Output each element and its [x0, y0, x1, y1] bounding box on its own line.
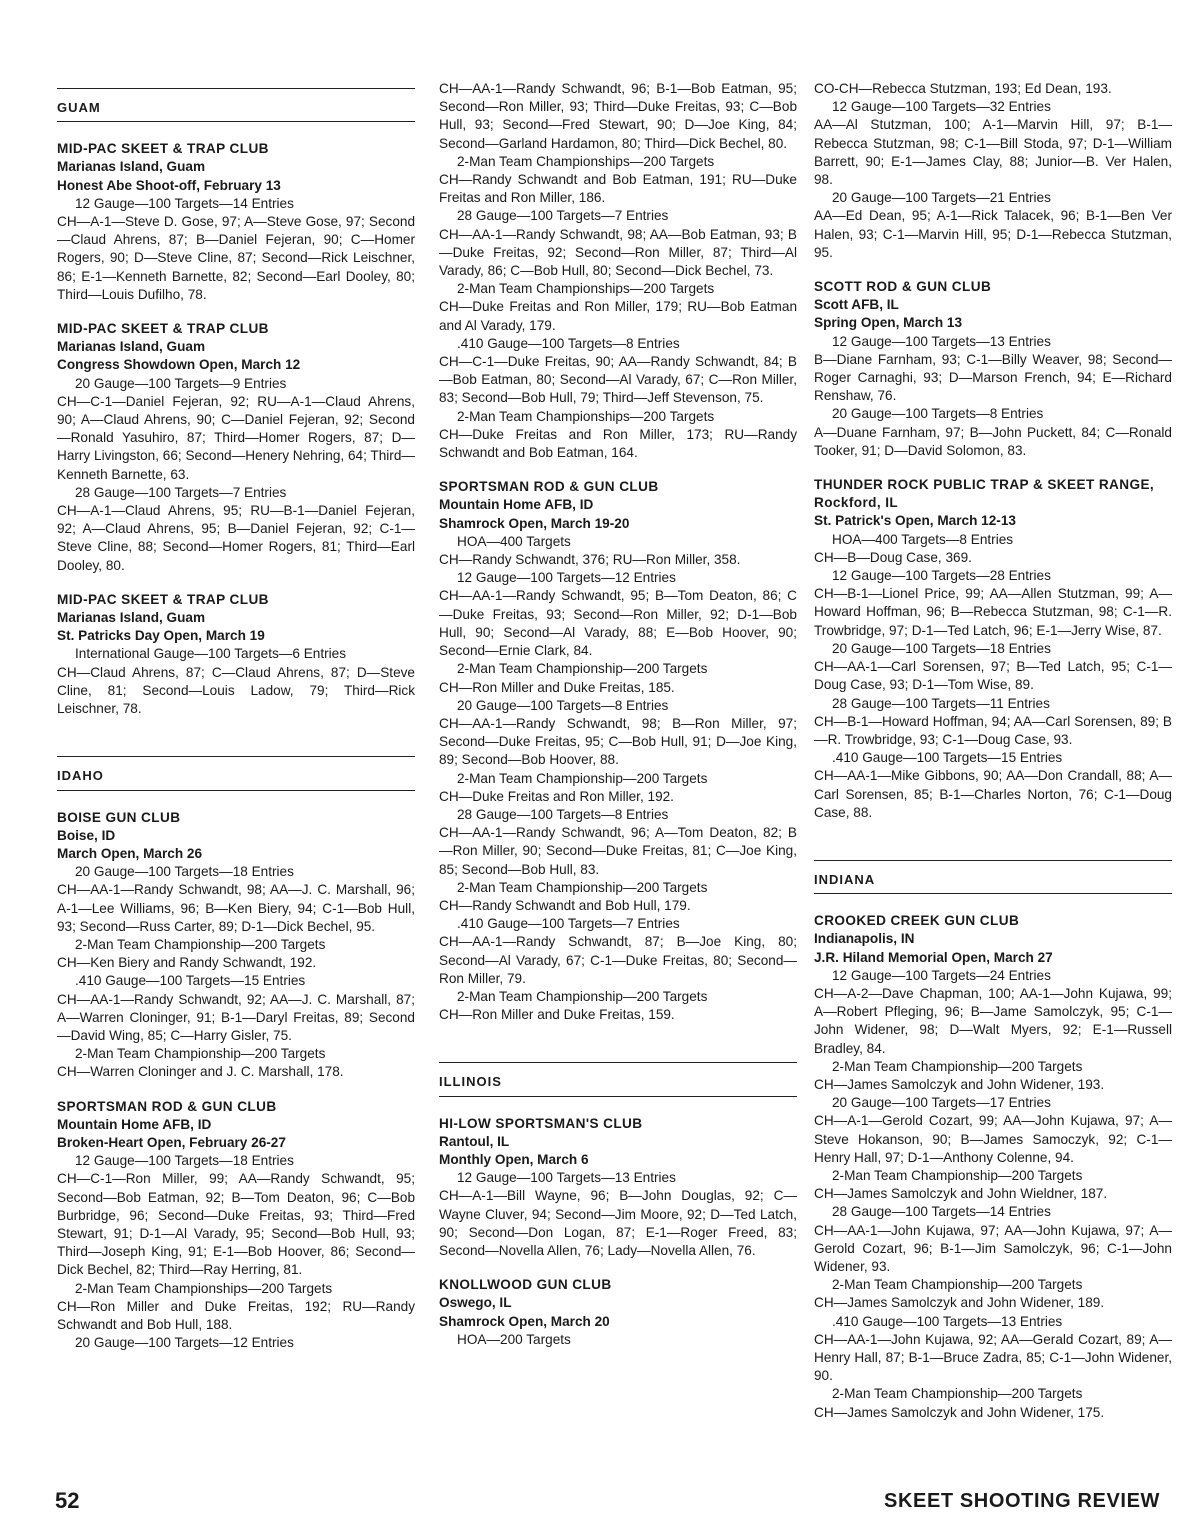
- event-heading: International Gauge—100 Targets—6 Entries: [75, 646, 347, 662]
- spacer: [57, 1082, 415, 1098]
- event-heading: 2-Man Team Championships—200 Targets: [457, 281, 715, 297]
- result-text: CH—James Samolczyk and John Wieldner, 187.: [814, 1186, 1108, 1202]
- event-title: Congress Showdown Open, March 12: [57, 357, 301, 373]
- result-text: CH—Claud Ahrens, 87; C—Claud Ahrens, 87; D—Steve Cline, 81; Second—Louis Ladow, 79; Third—Rick Leischner, 78.: [57, 664, 415, 717]
- event-title: St. Patrick's Open, March 12-13: [814, 513, 1016, 529]
- club-header: [57, 809, 415, 864]
- event-title: Broken-Heart Open, February 26-27: [57, 1134, 286, 1150]
- club-location: Scott AFB, IL: [814, 297, 899, 313]
- result-text: CH—Ken Biery and Randy Schwandt, 192.: [57, 955, 317, 971]
- result-text: B—Diane Farnham, 93; C-1—Billy Weaver, 98; Second—Roger Carnaghi, 93; D—Marson French, 94; E—Richard Renshaw, 76.: [814, 351, 1172, 404]
- result-text: CH—AA-1—John Kujawa, 92; AA—Gerald Cozart, 89; A—Henry Hall, 87; B-1—Bruce Zadra, 85; C-1—John Widener, 90.: [814, 1331, 1172, 1384]
- event-heading: 2-Man Team Championship—200 Targets: [457, 661, 708, 677]
- event-heading: HOA—400 Targets: [457, 533, 571, 549]
- result-text: A—Duane Farnham, 97; B—John Puckett, 84; C—Ronald Tooker, 91; D—David Solomon, 83.: [814, 424, 1172, 458]
- magazine-title: SKEET SHOOTING REVIEW: [884, 1490, 1160, 1512]
- event-heading: 2-Man Team Championships—200 Targets: [457, 408, 715, 424]
- state-heading: ILLINOIS: [439, 1062, 797, 1096]
- club-name: MID-PAC SKEET & TRAP CLUB: [57, 321, 269, 337]
- result-text: CH—Randy Schwandt, 376; RU—Ron Miller, 358.: [439, 552, 741, 568]
- spacer: [439, 1024, 797, 1054]
- club-name: MID-PAC SKEET & TRAP CLUB: [57, 591, 269, 607]
- event-heading: .410 Gauge—100 Targets—8 Entries: [457, 335, 680, 351]
- result-text: CH—James Samolczyk and John Widener, 175.: [814, 1404, 1105, 1420]
- event-heading: 12 Gauge—100 Targets—14 Entries: [75, 195, 294, 211]
- event-title: Spring Open, March 13: [814, 315, 963, 331]
- club-name: MID-PAC SKEET & TRAP CLUB: [57, 141, 269, 157]
- event-heading: 12 Gauge—100 Targets—13 Entries: [832, 333, 1051, 349]
- event-heading: .410 Gauge—100 Targets—15 Entries: [832, 750, 1063, 766]
- event-title: J.R. Hiland Memorial Open, March 27: [814, 949, 1053, 965]
- event-heading: 12 Gauge—100 Targets—13 Entries: [457, 1170, 676, 1186]
- result-text: CH—AA-1—Randy Schwandt, 98; AA—J. C. Marshall, 96; A-1—Lee Williams, 96; B—Ken Biery, 94; C-1—Bob Hull, 93; Second—Russ Carter, 89; D-1—Dick Bechel, 95.: [57, 882, 415, 934]
- event-heading: 2-Man Team Championships—200 Targets: [457, 153, 715, 169]
- event-heading: 2-Man Team Championship—200 Targets: [832, 1058, 1083, 1074]
- club-name: SPORTSMAN ROD & GUN CLUB: [57, 1098, 277, 1114]
- event-title: Shamrock Open, March 20: [439, 1313, 610, 1329]
- club-location: Marianas Island, Guam: [57, 159, 206, 175]
- state-heading: GUAM: [57, 88, 415, 122]
- result-text: CH—B—Doug Case, 369.: [814, 549, 972, 565]
- spacer: [814, 460, 1172, 476]
- result-text: CH—C-1—Ron Miller, 99; AA—Randy Schwandt, 95; Second—Bob Eatman, 92; B—Tom Deaton, 96; C—Bob Burbridge, 96; Second—Duke Freitas, 93; Third—Fred Stewart, 91; D-1—Al Varady, 95; Second—Bob Hull, 93; Third—Joseph King, 91; E-1—Bob Hoover, 86; Second—Dick Bechel, 82; Third—Ray Herring, 81.: [57, 1171, 415, 1278]
- club-location: Indianapolis, IN: [814, 931, 915, 947]
- event-heading: 2-Man Team Championships—200 Targets: [75, 1280, 333, 1296]
- result-text: CH—A-1—Claud Ahrens, 95; RU—B-1—Daniel Fejeran, 92; A—Claud Ahrens, 95; B—Daniel Fejeran, 92; C-1—Steve Cline, 88; Second—Homer Rogers, 81; Third—Earl Dooley, 80.: [57, 503, 415, 573]
- result-text: CH—Duke Freitas and Ron Miller, 192.: [439, 788, 674, 804]
- result-text: CH—AA-1—Randy Schwandt, 98; B—Ron Miller, 97; Second—Duke Freitas, 95; C—Bob Hull, 91; D—Joe King, 89; Second—Bob Hoover, 88.: [439, 715, 797, 768]
- event-heading: 20 Gauge—100 Targets—21 Entries: [832, 190, 1051, 206]
- spacer: [814, 822, 1172, 852]
- club-header: [57, 320, 415, 375]
- event-title: March Open, March 26: [57, 845, 203, 861]
- event-heading: 28 Gauge—100 Targets—14 Entries: [832, 1204, 1051, 1220]
- event-heading: 2-Man Team Championship—200 Targets: [457, 879, 708, 895]
- club-name: SCOTT ROD & GUN CLUB: [814, 279, 992, 295]
- result-text: CH—AA-1—Mike Gibbons, 90; AA—Don Crandall, 88; A—Carl Sorensen, 85; B-1—Charles Norton, 76; C-1—Doug Case, 88.: [814, 768, 1172, 820]
- result-text: CH—AA-1—Randy Schwandt, 98; AA—Bob Eatman, 93; B—Duke Freitas, 92; Second—Ron Miller, 87; Third—Al Varady, 86; C—Bob Hull, 80; Second—Dick Bechel, 73.: [439, 226, 797, 279]
- event-heading: 2-Man Team Championship—200 Targets: [832, 1167, 1083, 1183]
- event-heading: 20 Gauge—100 Targets—8 Entries: [457, 697, 669, 713]
- event-heading: HOA—200 Targets: [457, 1331, 571, 1347]
- result-text: CH—AA-1—Carl Sorensen, 97; B—Ted Latch, 95; C-1—Doug Case, 93; D-1—Tom Wise, 89.: [814, 659, 1172, 693]
- event-heading: 20 Gauge—100 Targets—9 Entries: [75, 375, 287, 391]
- result-text: CH—A-2—Dave Chapman, 100; AA-1—John Kujawa, 99; A—Robert Pfleging, 96; B—Jame Samolczyk, 95; C-1—John Widener, 98; D—Walt Myers, 92; E-1—Russell Bradley, 84.: [814, 985, 1172, 1056]
- event-heading: 12 Gauge—100 Targets—28 Entries: [832, 568, 1051, 584]
- club-name: BOISE GUN CLUB: [57, 809, 181, 825]
- result-text: CH—Randy Schwandt and Bob Eatman, 191; RU—Duke Freitas and Ron Miller, 186.: [439, 172, 797, 206]
- spacer: [57, 575, 415, 591]
- spacer: [439, 1260, 797, 1276]
- club-location: Mountain Home AFB, ID: [439, 497, 594, 513]
- event-heading: 28 Gauge—100 Targets—11 Entries: [832, 695, 1050, 711]
- column-2: [439, 80, 797, 1349]
- spacer: [814, 262, 1172, 278]
- spacer: [439, 462, 797, 478]
- event-heading: .410 Gauge—100 Targets—15 Entries: [75, 973, 306, 989]
- column-1: [57, 80, 415, 1352]
- result-text: CH—James Samolczyk and John Widener, 193.: [814, 1076, 1105, 1092]
- event-heading: 28 Gauge—100 Targets—7 Entries: [75, 484, 287, 500]
- event-heading: 12 Gauge—100 Targets—24 Entries: [832, 967, 1051, 983]
- event-title: St. Patricks Day Open, March 19: [57, 628, 265, 644]
- event-heading: 20 Gauge—100 Targets—18 Entries: [75, 864, 294, 880]
- club-name: THUNDER ROCK PUBLIC TRAP & SKEET RANGE, Rockford, IL: [814, 477, 1155, 511]
- club-header: [57, 140, 415, 195]
- result-text: CH—AA-1—Randy Schwandt, 87; B—Joe King, 80; Second—Al Varady, 67; C-1—Duke Freitas, 80; Second—Ron Miller, 79.: [439, 934, 797, 986]
- result-text: CH—Warren Cloninger and J. C. Marshall, 178.: [57, 1064, 344, 1080]
- club-name: KNOLLWOOD GUN CLUB: [439, 1277, 612, 1293]
- club-header: [814, 912, 1172, 967]
- club-header: [57, 591, 415, 646]
- club-header: [439, 478, 797, 533]
- result-text: CH—AA-1—Randy Schwandt, 96; A—Tom Deaton, 82; B—Ron Miller, 90; Second—Duke Freitas, 81; C—Joe King, 85; Second—Bob Hull, 83.: [439, 825, 797, 877]
- club-name: CROOKED CREEK GUN CLUB: [814, 913, 1020, 929]
- club-header: [814, 278, 1172, 333]
- result-text: CH—AA-1—Randy Schwandt, 92; AA—J. C. Marshall, 87; A—Warren Cloninger, 91; B-1—Daryl Freitas, 89; Second—David Wing, 85; C—Harry Gisler, 75.: [57, 991, 415, 1043]
- result-text: CH—AA-1—Randy Schwandt, 96; B-1—Bob Eatman, 95; Second—Ron Miller, 93; Third—Duke Freitas, 93; C—Bob Hull, 93; Second—Fred Stewart, 90; D—Joe King, 84; Second—Garland Hardamon, 80; Third—Dick Bechel, 80.: [439, 81, 797, 151]
- club-location: Rantoul, IL: [439, 1133, 510, 1149]
- result-text: CH—AA-1—John Kujawa, 97; AA—John Kujawa, 97; A—Gerold Cozart, 96; B-1—Jim Samolczyk, 96; C-1—John Widener, 93.: [814, 1222, 1172, 1274]
- event-title: Monthly Open, March 6: [439, 1151, 589, 1167]
- event-title: Honest Abe Shoot-off, February 13: [57, 177, 281, 193]
- event-heading: 28 Gauge—100 Targets—7 Entries: [457, 208, 669, 224]
- club-location: Marianas Island, Guam: [57, 339, 206, 355]
- result-text: CH—James Samolczyk and John Widener, 189.: [814, 1295, 1105, 1311]
- club-location: Marianas Island, Guam: [57, 610, 206, 626]
- result-text: CH—Duke Freitas and Ron Miller, 173; RU—Randy Schwandt and Bob Eatman, 164.: [439, 426, 797, 461]
- result-text: AA—Al Stutzman, 100; A-1—Marvin Hill, 97; B-1—Rebecca Stutzman, 98; C-1—Bill Stoda, 97; D-1—William Barrett, 90; E-1—James Clay, 88; Junior—B. Ver Halen, 98.: [814, 117, 1172, 188]
- result-text: CH—A-1—Gerold Cozart, 99; AA—John Kujawa, 97; A—Steve Hokanson, 90; B—James Samoczyk, 92; C-1—Henry Hall, 97; D-1—Anthony Colenne, 94.: [814, 1113, 1172, 1165]
- result-text: CO-CH—Rebecca Stutzman, 193; Ed Dean, 193.: [814, 81, 1112, 96]
- result-text: CH—Randy Schwandt and Bob Hull, 179.: [439, 897, 691, 913]
- state-heading: IDAHO: [57, 756, 415, 790]
- event-heading: 12 Gauge—100 Targets—32 Entries: [832, 99, 1051, 115]
- result-text: CH—Ron Miller and Duke Freitas, 159.: [439, 1007, 675, 1023]
- event-heading: 12 Gauge—100 Targets—18 Entries: [75, 1153, 294, 1169]
- result-text: AA—Ed Dean, 95; A-1—Rick Talacek, 96; B-1—Ben Ver Halen, 93; C-1—Marvin Hill, 95; D-1—Rebecca Stutzman, 95.: [814, 208, 1172, 260]
- result-text: CH—C-1—Duke Freitas, 90; AA—Randy Schwandt, 84; B—Bob Eatman, 80; Second—Al Varady, 67; C—Ron Miller, 83; Second—Bob Hull, 79; Third—Jeff Stevenson, 75.: [439, 354, 797, 406]
- result-text: CH—AA-1—Randy Schwandt, 95; B—Tom Deaton, 86; C—Duke Freitas, 93; Second—Ron Miller, 92; D-1—Bob Hull, 90; Second—Al Varady, 88; E—Bob Hoover, 90; Second—Ernie Clark, 84.: [439, 588, 797, 659]
- club-header: [439, 1115, 797, 1170]
- event-heading: 20 Gauge—100 Targets—12 Entries: [75, 1335, 294, 1351]
- result-text: CH—Ron Miller and Duke Freitas, 192; RU—Randy Schwandt and Bob Hull, 188.: [57, 1298, 415, 1332]
- club-location: Mountain Home AFB, ID: [57, 1116, 212, 1132]
- result-text: CH—Ron Miller and Duke Freitas, 185.: [439, 679, 675, 695]
- event-heading: HOA—400 Targets—8 Entries: [832, 531, 1014, 547]
- result-text: CH—Duke Freitas and Ron Miller, 179; RU—Bob Eatman and Al Varady, 179.: [439, 299, 797, 333]
- club-header: [439, 1276, 797, 1331]
- event-heading: 20 Gauge—100 Targets—8 Entries: [832, 406, 1044, 422]
- result-text: CH—B-1—Howard Hoffman, 94; AA—Carl Sorensen, 89; B—R. Trowbridge, 93; C-1—Doug Case, 93.: [814, 713, 1172, 747]
- event-heading: 2-Man Team Championship—200 Targets: [75, 1046, 326, 1062]
- spacer: [57, 718, 415, 748]
- event-heading: 20 Gauge—100 Targets—17 Entries: [832, 1095, 1051, 1111]
- event-heading: 2-Man Team Championship—200 Targets: [457, 770, 708, 786]
- club-location: Oswego, IL: [439, 1295, 512, 1311]
- spacer: [57, 304, 415, 320]
- event-heading: 12 Gauge—100 Targets—12 Entries: [457, 570, 676, 586]
- club-name: HI-LOW SPORTSMAN'S CLUB: [439, 1115, 643, 1131]
- page-number: 52: [55, 1488, 80, 1513]
- club-header: [814, 476, 1172, 531]
- result-text: CH—A-1—Steve D. Gose, 97; A—Steve Gose, 97; Second—Claud Ahrens, 87; B—Daniel Fejeran, 90; C—Homer Rogers, 90; D—Steve Cline, 87; Second—Rick Leischner, 86; E-1—Kenneth Barnette, 82; Second—Earl Dooley, 80; Third—Louis Dufilho, 78.: [57, 214, 415, 302]
- event-heading: 2-Man Team Championship—200 Targets: [457, 988, 708, 1004]
- club-name: SPORTSMAN ROD & GUN CLUB: [439, 479, 659, 495]
- event-heading: 2-Man Team Championship—200 Targets: [832, 1277, 1083, 1293]
- result-text: CH—B-1—Lionel Price, 99; AA—Allen Stutzman, 99; A—Howard Hoffman, 96; B—Rebecca Stutzman, 98; C-1—R. Trowbridge, 97; D-1—Ted Latch, 96; E-1—Jerry Wise, 87.: [814, 586, 1172, 638]
- event-heading: .410 Gauge—100 Targets—7 Entries: [457, 916, 680, 932]
- event-heading: 28 Gauge—100 Targets—8 Entries: [457, 806, 669, 822]
- event-title: Shamrock Open, March 19-20: [439, 515, 630, 531]
- result-text: CH—A-1—Bill Wayne, 96; B—John Douglas, 92; C—Wayne Cluver, 94; Second—Jim Moore, 92; D—Ted Latch, 90; Second—Don Logan, 87; E-1—Roger Freed, 83; Second—Novella Allen, 76; Lady—Novella Allen, 76.: [439, 1188, 797, 1258]
- event-heading: 2-Man Team Championship—200 Targets: [832, 1386, 1083, 1402]
- club-location: Boise, ID: [57, 827, 116, 843]
- event-heading: 20 Gauge—100 Targets—18 Entries: [832, 640, 1051, 656]
- column-3: [814, 80, 1172, 1422]
- state-heading: INDIANA: [814, 860, 1172, 894]
- event-heading: .410 Gauge—100 Targets—13 Entries: [832, 1313, 1063, 1329]
- club-header: [57, 1098, 415, 1153]
- result-text: CH—C-1—Daniel Fejeran, 92; RU—A-1—Claud Ahrens, 90; A—Claud Ahrens, 90; C—Daniel Fejeran, 92; Second—Ronald Yasuhiro, 87; Third—Homer Rogers, 87; D—Harry Livingston, 66; Second—Henery Nehring, 64; Third—Kenneth Barnette, 63.: [57, 393, 415, 482]
- event-heading: 2-Man Team Championship—200 Targets: [75, 936, 326, 952]
